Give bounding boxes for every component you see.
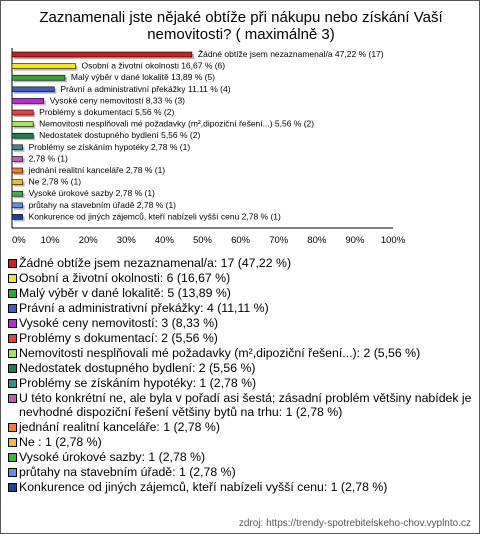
bar-label: Vysoké ceny nemovitostí 8,33 % (3): [49, 95, 186, 106]
bar-label: Vysoké úrokové sazby 2,78 % (1): [28, 188, 155, 199]
bar-label: Konkurence od jiných zájemců, kteří nabízeli vyšší cenu 2,78 % (1): [28, 211, 281, 222]
legend-swatch: [8, 364, 17, 373]
legend-text: Právní a administrativní překážky: 4 (11,11 %): [19, 301, 269, 315]
chart-title: Zaznamenali jste nějaké obtíže při nákupu nebo získání Vaší nemovitosti? ( maximálně 3): [39, 9, 443, 43]
legend-item: [8, 286, 476, 300]
legend-text: Problémy se získáním hypotéky: 1 (2,78 %): [19, 376, 257, 390]
legend-text: Ne : 1 (2,78 %): [19, 435, 102, 449]
legend-item: [8, 376, 476, 390]
legend-text: U této konkrétní ne, ale byla v pořadí asi šestá; zásadní problém většiny nabídek je nevhodné dispoziční řešení většiny bytů na trhu: 1 (2,78 %): [19, 391, 472, 419]
x-tick-label: 80%: [307, 235, 327, 246]
bar-label: Nedostatek dostupného bydlení 5,56 % (2): [39, 130, 201, 141]
legend-item: [8, 256, 476, 270]
legend-item: [8, 480, 476, 494]
legend-text: Konkurence od jiných zájemců, kteří nabízeli vyšší cenu: 1 (2,78 %): [19, 480, 388, 494]
bar: [12, 122, 33, 127]
bar-chart: [1, 1, 479, 251]
legend-text: průtahy na stavebním úřadě: 1 (2,78 %): [19, 465, 236, 479]
legend-swatch: [8, 334, 17, 343]
legend-text: Malý výběr v dané lokalitě: 5 (13,89 %): [19, 286, 231, 300]
x-tick-label: 90%: [345, 235, 365, 246]
legend-swatch: [8, 289, 17, 298]
legend-swatch: [8, 453, 17, 462]
legend-swatch: [8, 468, 17, 477]
x-tick-label: 30%: [116, 235, 136, 246]
legend-text: Žádné obtíže jsem nezaznamenal/a: 17 (47,22 %): [19, 256, 292, 270]
bar: [12, 98, 44, 103]
legend-item: [8, 391, 476, 419]
x-tick-label: 100%: [380, 235, 406, 246]
legend-item: [8, 361, 476, 375]
bar: [12, 168, 23, 173]
bar: [12, 110, 33, 115]
bar: [12, 75, 65, 80]
legend-swatch: [8, 394, 17, 403]
bar: [12, 203, 23, 208]
bar: [12, 133, 33, 138]
legend-item: [8, 465, 476, 479]
bar: [12, 87, 54, 92]
legend-text: jednání realitní kanceláře: 1 (2,78 %): [19, 420, 220, 434]
source-note: zdroj: https://trendy-spotrebitelskeho-chov.vyplnto.cz: [238, 518, 471, 529]
bar: [12, 180, 23, 185]
legend: [8, 256, 476, 495]
bar-label: Problémy s dokumentací 5,56 % (2): [39, 107, 175, 117]
bar-label: Právní a administrativní překážky 11,11 % (4): [60, 83, 231, 94]
bar: [12, 156, 23, 161]
bar-label: jednání realitní kanceláře 2,78 % (1): [28, 165, 166, 175]
legend-text: Osobní a životní okolnosti: 6 (16,67 %): [19, 271, 231, 285]
legend-item: [8, 435, 476, 449]
bar-label: průtahy na stavebním úřadě 2,78 % (1): [28, 199, 177, 210]
legend-text: Nedostatek dostupného bydlení: 2 (5,56 %): [19, 361, 256, 375]
legend-swatch: [8, 349, 17, 358]
legend-swatch: [8, 379, 17, 388]
bar: [12, 145, 23, 150]
bar-label: Nemovitosti nesplňovali mé požadavky (m²,dipoziční řešení...) 5,56 % (2): [39, 118, 315, 129]
legend-item: [8, 316, 476, 330]
x-tick-label: 10%: [40, 235, 60, 246]
x-tick-label: 60%: [231, 235, 251, 246]
legend-item: [8, 450, 476, 464]
legend-item: [8, 346, 476, 360]
bar-label: Ne 2,78 % (1): [28, 176, 82, 187]
legend-text: Nemovitosti nesplňovali mé požadavky (m²,dipoziční řešení...): 2 (5,56 %): [19, 346, 421, 360]
bar-label: Problémy se získáním hypotéky 2,78 % (1): [28, 141, 191, 152]
legend-item: [8, 331, 476, 345]
legend-swatch: [8, 274, 17, 283]
legend-item: [8, 301, 476, 315]
bar: [12, 191, 23, 196]
bar-label: Osobní a životní okolnosti 16,67 % (6): [81, 60, 226, 71]
x-tick-label: 40%: [154, 235, 174, 246]
legend-swatch: [8, 483, 17, 492]
legend-text: Problémy s dokumentací: 2 (5,56 %): [19, 331, 218, 345]
legend-text: Vysoké úrokové sazby: 1 (2,78 %): [19, 450, 206, 464]
bar: [12, 52, 192, 57]
x-tick-label: 0%: [12, 235, 26, 246]
bar-label: Žádné obtíže jsem nezaznamenal/a 47,22 % (17): [197, 49, 384, 59]
legend-item: [8, 271, 476, 285]
x-tick-label: 50%: [192, 235, 213, 246]
bar: [12, 64, 76, 69]
legend-text: Vysoké ceny nemovitostí: 3 (8,33 %): [19, 316, 219, 330]
legend-swatch: [8, 304, 17, 313]
legend-swatch: [8, 319, 17, 328]
bar-label: Malý výběr v dané lokalitě 13,89 % (5): [70, 72, 216, 83]
bar-label: 2,78 % (1): [28, 153, 68, 164]
legend-swatch: [8, 423, 17, 432]
x-tick-label: 70%: [269, 235, 289, 246]
legend-swatch: [8, 438, 17, 447]
x-tick-label: 20%: [78, 235, 98, 246]
legend-item: [8, 420, 476, 434]
bar: [12, 214, 23, 219]
legend-swatch: [8, 259, 17, 268]
